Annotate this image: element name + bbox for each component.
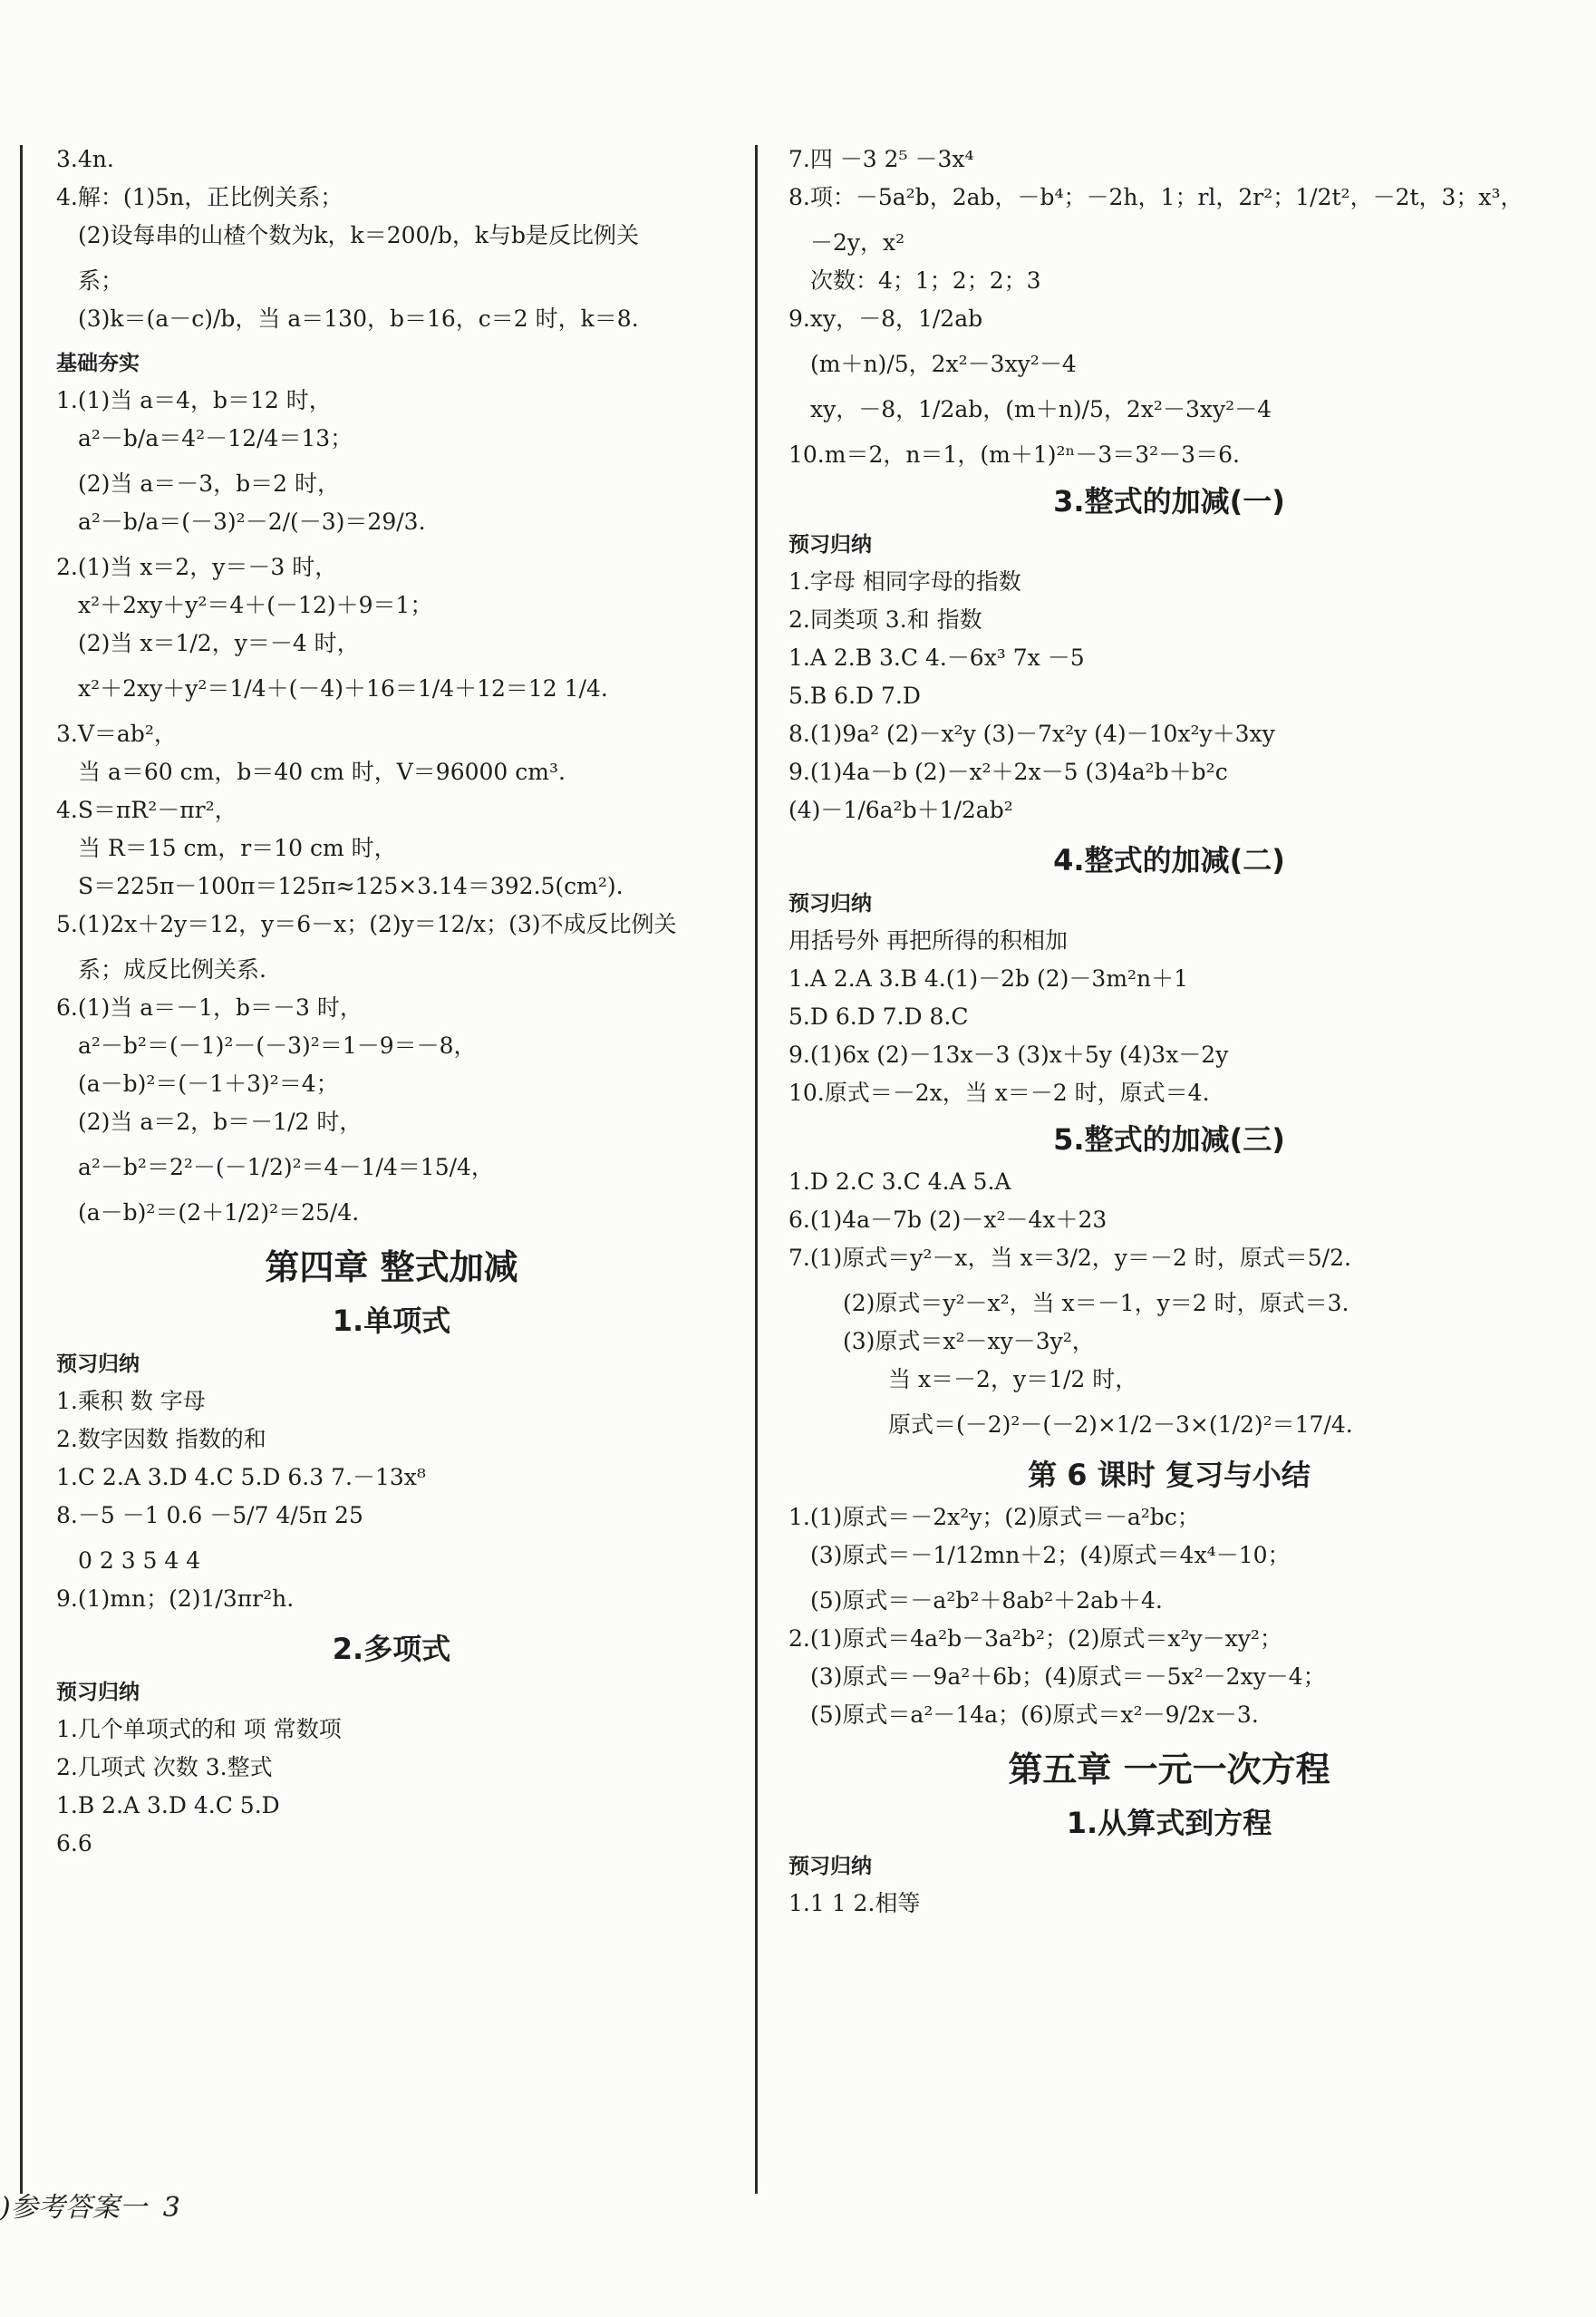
answer-line: 1.几个单项式的和 项 常数项 [56,1716,342,1742]
section-heading: 预习归纳 [56,1352,140,1376]
answer-line: (5)原式＝－a²b²＋8ab²＋2ab＋4. [810,1587,1163,1614]
answer-line: 2.(1)当 x＝2，y＝－3 时， [56,554,338,580]
answer-line: 1.A 2.B 3.C 4.－6x³ 7x －5 [788,645,1085,671]
answer-line: 原式＝(－2)²－(－2)×1/2－3×(1/2)²＝17/4. [888,1411,1353,1438]
answer-line: －2y，x² [810,229,905,256]
answer-line: a²－b/a＝(－3)²－2/(－3)＝29/3. [78,509,426,535]
answer-line: 1.字母 相同字母的指数 [788,568,1021,595]
answer-line: (3)原式＝x²－xy－3y²， [843,1328,1095,1354]
chapter-title: 第四章 整式加减 [265,1247,518,1287]
answer-line: 8.项：－5a²b，2ab，－b⁴；－2h，1；rl，2r²；1/2t²，－2t，3；x³， [788,184,1523,210]
answer-line: a²－b²＝2²－(－1/2)²＝4－1/4＝15/4， [78,1154,494,1180]
answer-line: 2.数字因数 指数的和 [56,1426,266,1452]
answer-line: 8.－5 －1 0.6 －5/7 4/5π 25 [56,1502,363,1528]
answer-line: (4)－1/6a²b＋1/2ab² [788,797,1013,823]
answer-line: (2)当 a＝2，b＝－1/2 时， [78,1109,363,1135]
answer-line: 5.B 6.D 7.D [788,683,921,709]
answer-line: 当 R＝15 cm，r＝10 cm 时， [78,835,397,861]
answer-line: 10.原式＝－2x，当 x＝－2 时，原式＝4. [788,1080,1210,1106]
answer-line: 4.S＝πR²－πr²， [56,797,237,823]
answer-line: 当 a＝60 cm，b＝40 cm 时，V＝96000 cm³. [78,759,566,785]
answer-line: 6.(1)4a－7b (2)－x²－4x＋23 [788,1207,1108,1233]
answer-line: a²－b²＝(－1)²－(－3)²＝1－9＝－8， [78,1032,477,1059]
footer-label: )参考答案一 [0,2192,147,2224]
section-heading: 基础夯实 [56,352,140,375]
answer-line: (2)设每串的山楂个数为k，k＝200/b，k与b是反比例关 [78,222,640,248]
answer-line: x²＋2xy＋y²＝1/4＋(－4)＋16＝1/4＋12＝12 1/4. [78,675,608,702]
section-heading: 预习归纳 [788,1855,872,1878]
answer-line: (2)当 a＝－3，b＝2 时， [78,470,341,497]
answer-line: 5.D 6.D 7.D 8.C [788,1003,969,1030]
answer-line: 7.四 －3 2⁵ －3x⁴ [788,146,974,172]
answer-line: 3.4n. [56,146,114,172]
answer-line: 1.(1)当 a＝4，b＝12 时， [56,387,332,413]
answer-line: xy，－8，1/2ab，(m＋n)/5，2x²－3xy²－4 [810,396,1272,422]
lesson-title: 3.整式的加减(一) [1053,484,1285,519]
answer-line: (a－b)²＝(2＋1/2)²＝25/4. [78,1199,360,1226]
answer-line: (5)原式＝a²－14a；(6)原式＝x²－9/2x－3. [810,1701,1259,1728]
answer-line: 8.(1)9a² (2)－x²y (3)－7x²y (4)－10x²y＋3xy [788,721,1275,747]
answer-line: 2.(1)原式＝4a²b－3a²b²；(2)原式＝x²y－xy²； [788,1625,1282,1652]
answer-line: (2)当 x＝1/2，y＝－4 时， [78,630,360,656]
answer-line: 2.几项式 次数 3.整式 [56,1754,273,1780]
section-heading: 预习归纳 [788,533,872,557]
page-footer [0,2185,180,2225]
answer-line: 6.(1)当 a＝－1，b＝－3 时， [56,994,363,1021]
column-divider [755,145,758,2194]
lesson-title: 5.整式的加减(三) [1053,1122,1285,1157]
answer-line: 4.解：(1)5n，正比例关系； [56,184,343,210]
answer-line: (2)原式＝y²－x²，当 x＝－1，y＝2 时，原式＝3. [843,1290,1349,1316]
answer-line: 7.(1)原式＝y²－x，当 x＝3/2，y＝－2 时，原式＝5/2. [788,1245,1351,1271]
left-column [56,145,727,1867]
answer-line: S＝225π－100π＝125π≈125×3.14＝392.5(cm²). [78,873,624,899]
answer-line: 0 2 3 5 4 4 [78,1547,201,1574]
answer-line: 2.同类项 3.和 指数 [788,606,982,633]
answer-line: 10.m＝2，n＝1，(m＋1)²ⁿ－3＝3²－3＝6. [788,441,1240,468]
answer-line: (3)原式＝－9a²＋6b；(4)原式＝－5x²－2xy－4； [810,1663,1326,1690]
answer-line: 1.D 2.C 3.C 4.A 5.A [788,1168,1011,1195]
lesson-title: 第 6 课时 复习与小结 [1028,1458,1311,1492]
lesson-title: 4.整式的加减(二) [1053,843,1285,877]
answer-line: 1.(1)原式＝－2x²y；(2)原式＝－a²bc； [788,1504,1200,1530]
answer-line: 1.B 2.A 3.D 4.C 5.D [56,1792,280,1818]
answer-line: 1.乘积 数 字母 [56,1388,206,1414]
answer-line: 1.1 1 2.相等 [788,1890,921,1916]
section-heading: 预习归纳 [56,1681,140,1704]
answer-line: (a－b)²＝(－1＋3)²＝4； [78,1071,339,1097]
answer-line: a²－b/a＝4²－12/4＝13； [78,425,353,451]
answer-line: 9.(1)mn；(2)1/3πr²h. [56,1585,295,1612]
answer-line: 9.(1)6x (2)－13x－3 (3)x＋5y (4)3x－2y [788,1042,1229,1068]
answer-line: 9.(1)4a－b (2)－x²＋2x－5 (3)4a²b＋b²c [788,759,1228,785]
answer-line: (m＋n)/5，2x²－3xy²－4 [810,351,1077,377]
answer-line: 系； [78,267,124,294]
answer-line: 6.6 [56,1830,92,1857]
answer-line: 次数：4；1；2；2；3 [810,267,1041,294]
answer-line: (3)原式＝－1/12mn＋2；(4)原式＝4x⁴－10； [810,1542,1291,1568]
page-number: 3 [162,2192,180,2224]
answer-line: x²＋2xy＋y²＝4＋(－12)＋9＝1； [78,592,433,618]
lesson-title: 2.多项式 [332,1632,451,1666]
answer-line: 1.A 2.A 3.B 4.(1)－2b (2)－3m²n＋1 [788,965,1189,992]
answer-line: 当 x＝－2，y＝1/2 时， [888,1366,1138,1392]
lesson-title: 1.从算式到方程 [1066,1806,1272,1840]
chapter-title: 第五章 一元一次方程 [1008,1750,1330,1789]
answer-line: 9.xy，－8，1/2ab [788,305,983,332]
answer-line: 用括号外 再把所得的积相加 [788,927,1068,954]
section-heading: 预习归纳 [788,892,872,916]
answer-line: 3.V＝ab²， [56,721,177,747]
right-column [788,145,1550,1927]
lesson-title: 1.单项式 [332,1304,451,1338]
answer-line: 1.C 2.A 3.D 4.C 5.D 6.3 7.－13x⁸ [56,1464,426,1490]
answer-line: (3)k＝(a－c)/b，当 a＝130，b＝16，c＝2 时，k＝8. [78,305,639,332]
answer-line: 5.(1)2x＋2y＝12，y＝6－x；(2)y＝12/x；(3)不成反比例关 [56,911,677,937]
left-margin-rule [20,145,23,2194]
answer-line: 系；成反比例关系. [78,956,266,983]
